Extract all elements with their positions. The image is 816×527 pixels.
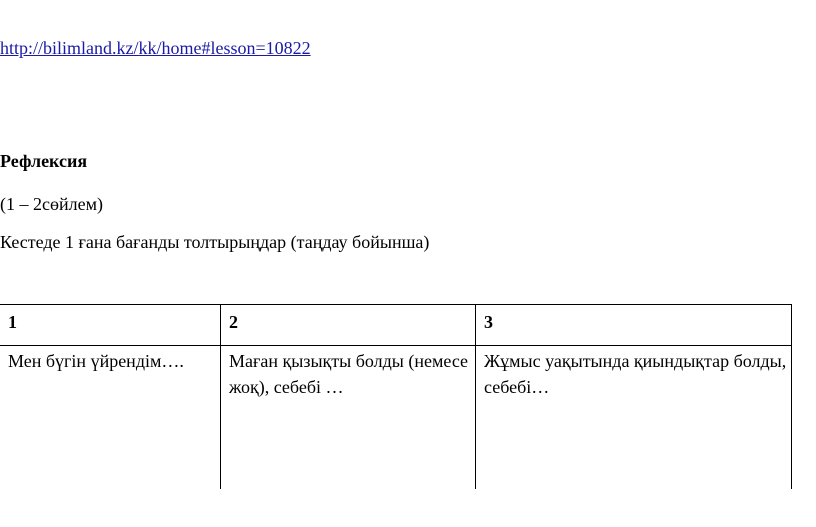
table-header-row [0,305,791,346]
table-cell: Мен бүгін үйрендім…. [8,351,184,371]
table-cell: Жұмыс уақытында қиындықтар болды, себебі… [475,346,791,489]
instruction-text: Кестеде 1 ғана бағанды толтырыңдар (таңдау бойынша) [0,232,430,252]
table-cell: Маған қызықты болды (немесе жоқ), себебі … [220,346,475,489]
table-header-cell: 1 [8,312,17,332]
reflection-table [0,304,792,489]
table-row [0,346,791,489]
table-header-cell: 2 [220,305,475,345]
lesson-link[interactable]: http://bilimland.kz/kk/home#lesson=10822 [0,38,311,58]
sentence-count-note: (1 – 2сөйлем) [0,194,103,214]
reflection-heading: Рефлексия [0,151,88,171]
table-header-cell: 3 [475,305,791,345]
